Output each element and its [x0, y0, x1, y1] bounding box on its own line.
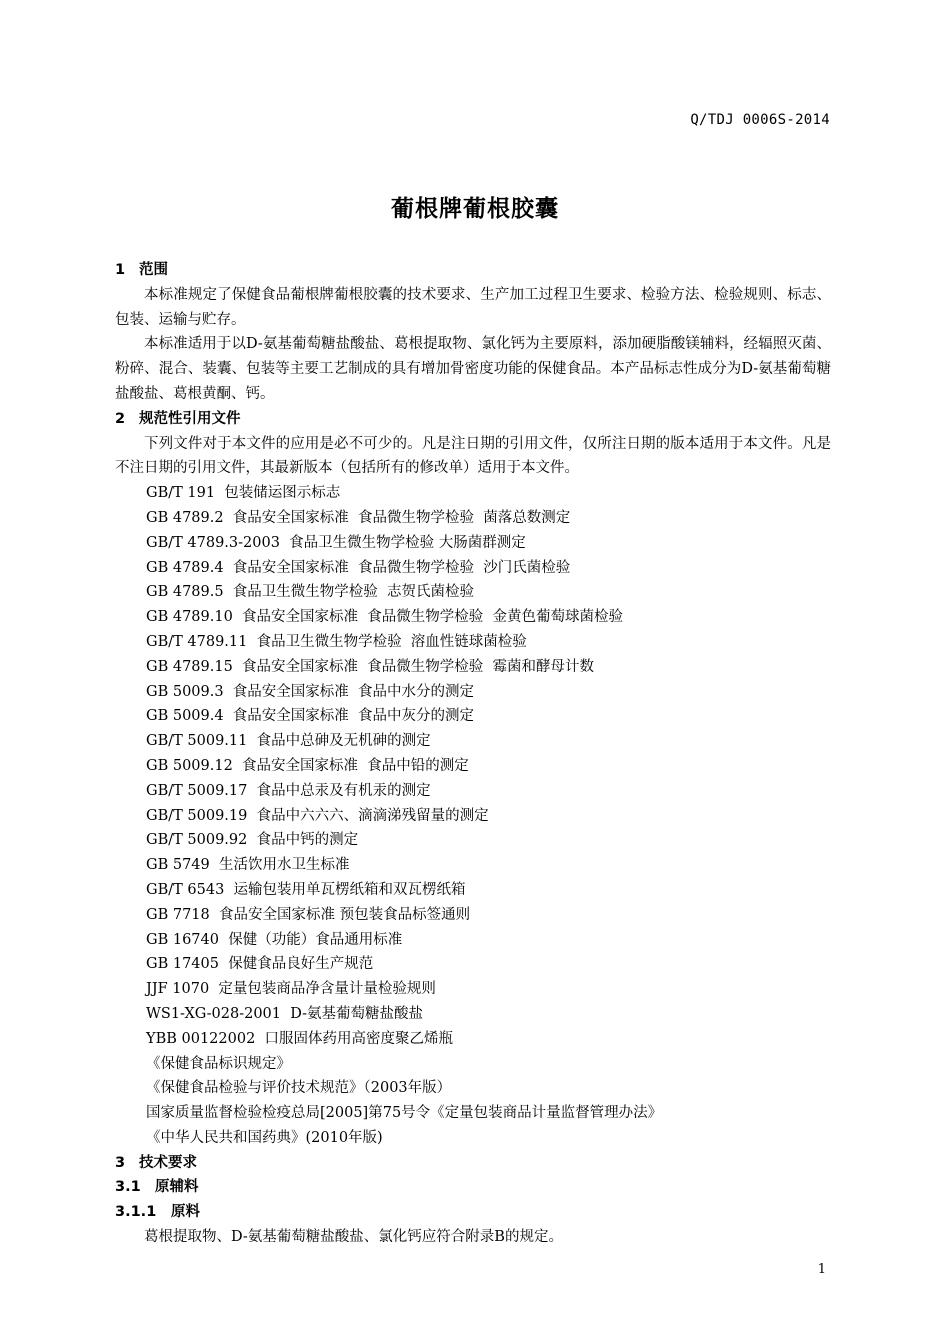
reference-item: GB 4789.10 食品安全国家标准 食品微生物学检验 金黄色葡萄球菌检验: [146, 609, 623, 626]
section-3-heading: [115, 1151, 831, 1176]
reference-item: YBB 00122002 口服固体药用高密度聚乙烯瓶: [146, 1030, 454, 1047]
reference-item: GB/T 5009.92 食品中钙的测定: [146, 832, 359, 849]
section-number: 3.1: [115, 1179, 141, 1196]
reference-item: GB 5009.4 食品安全国家标准 食品中灰分的测定: [146, 708, 475, 725]
section-number: 3.1.1: [115, 1204, 157, 1221]
reference-item: GB 5009.3 食品安全国家标准 食品中水分的测定: [146, 683, 475, 700]
reference-item: 《保健食品检验与评价技术规范》（2003年版）: [146, 1080, 452, 1097]
reference-item: 《保健食品标识规定》: [146, 1055, 291, 1072]
standard-code: Q/TDJ 0006S-2014: [690, 112, 830, 128]
reference-item: GB/T 5009.11 食品中总砷及无机砷的测定: [146, 733, 431, 750]
section-3-1-heading: [115, 1175, 831, 1200]
section-1-heading: [115, 258, 831, 283]
section-title: 原辅料: [155, 1179, 199, 1196]
reference-item: GB 16740 保健（功能）食品通用标准: [146, 931, 403, 948]
reference-item: GB 4789.5 食品卫生微生物学检验 志贺氏菌检验: [146, 584, 475, 601]
paragraph: 本标准规定了保健食品葡根牌葡根胶囊的技术要求、生产加工过程卫生要求、检验方法、检验规则、标志、包装、运输与贮存。: [115, 286, 831, 328]
reference-item: GB/T 191 包装储运图示标志: [146, 485, 341, 502]
section-2-heading: [115, 407, 831, 432]
reference-item: GB 17405 保健食品良好生产规范: [146, 956, 374, 973]
reference-item: GB/T 5009.17 食品中总汞及有机汞的测定: [146, 782, 431, 799]
paragraph: 葛根提取物、D-氨基葡萄糖盐酸盐、氯化钙应符合附录B的规定。: [144, 1229, 563, 1246]
reference-item: GB 4789.2 食品安全国家标准 食品微生物学检验 菌落总数测定: [146, 509, 571, 526]
reference-item: GB 5749 生活饮用水卫生标准: [146, 857, 350, 874]
reference-item: GB 7718 食品安全国家标准 预包装食品标签通则: [146, 906, 471, 923]
reference-item: GB 4789.15 食品安全国家标准 食品微生物学检验 霉菌和酵母计数: [146, 658, 594, 675]
section-title: 规范性引用文件: [139, 410, 241, 427]
section-number: 1: [115, 262, 126, 278]
paragraph: 下列文件对于本文件的应用是必不可少的。凡是注日期的引用文件，仅所注日期的版本适用于本文件。凡是不注日期的引用文件，其最新版本（包括所有的修改单）适用于本文件。: [115, 435, 831, 477]
reference-item: GB 5009.12 食品安全国家标准 食品中铅的测定: [146, 757, 469, 774]
section-title: 原料: [171, 1204, 200, 1221]
reference-item: GB/T 4789.3-2003 食品卫生微生物学检验 大肠菌群测定: [146, 534, 526, 551]
section-title: 技术要求: [139, 1154, 197, 1171]
reference-item: 国家质量监督检验检疫总局[2005]第75号令《定量包装商品计量监督管理办法》: [146, 1105, 663, 1122]
reference-item: GB/T 4789.11 食品卫生微生物学检验 溶血性链球菌检验: [146, 633, 527, 650]
section-title: 范围: [139, 262, 168, 278]
reference-item: GB/T 6543 运输包装用单瓦楞纸箱和双瓦楞纸箱: [146, 881, 466, 898]
reference-list: [115, 481, 831, 1151]
document-title: 葡根牌葡根胶囊: [391, 196, 559, 222]
section-3-1-1-heading: [115, 1200, 831, 1225]
page-number: 1: [817, 1262, 826, 1277]
document-body: [115, 258, 831, 1250]
reference-item: GB 4789.4 食品安全国家标准 食品微生物学检验 沙门氏菌检验: [146, 559, 571, 576]
section-number: 2: [115, 410, 126, 427]
paragraph: 本标准适用于以D-氨基葡萄糖盐酸盐、葛根提取物、氯化钙为主要原料，添加硬脂酸镁辅料，经辐照灭菌、粉碎、混合、装囊、包装等主要工艺制成的具有增加骨密度功能的保健食品。本产品标志性成分为D-氨基葡萄糖盐酸盐、葛根黄酮、钙。: [115, 336, 831, 402]
reference-item: 《中华人民共和国药典》(2010年版): [146, 1129, 383, 1146]
section-number: 3: [115, 1154, 126, 1171]
reference-item: GB/T 5009.19 食品中六六六、滴滴涕残留量的测定: [146, 807, 489, 824]
reference-item: WS1-XG-028-2001 D-氨基葡萄糖盐酸盐: [146, 1005, 424, 1022]
reference-item: JJF 1070 定量包装商品净含量计量检验规则: [146, 981, 436, 998]
